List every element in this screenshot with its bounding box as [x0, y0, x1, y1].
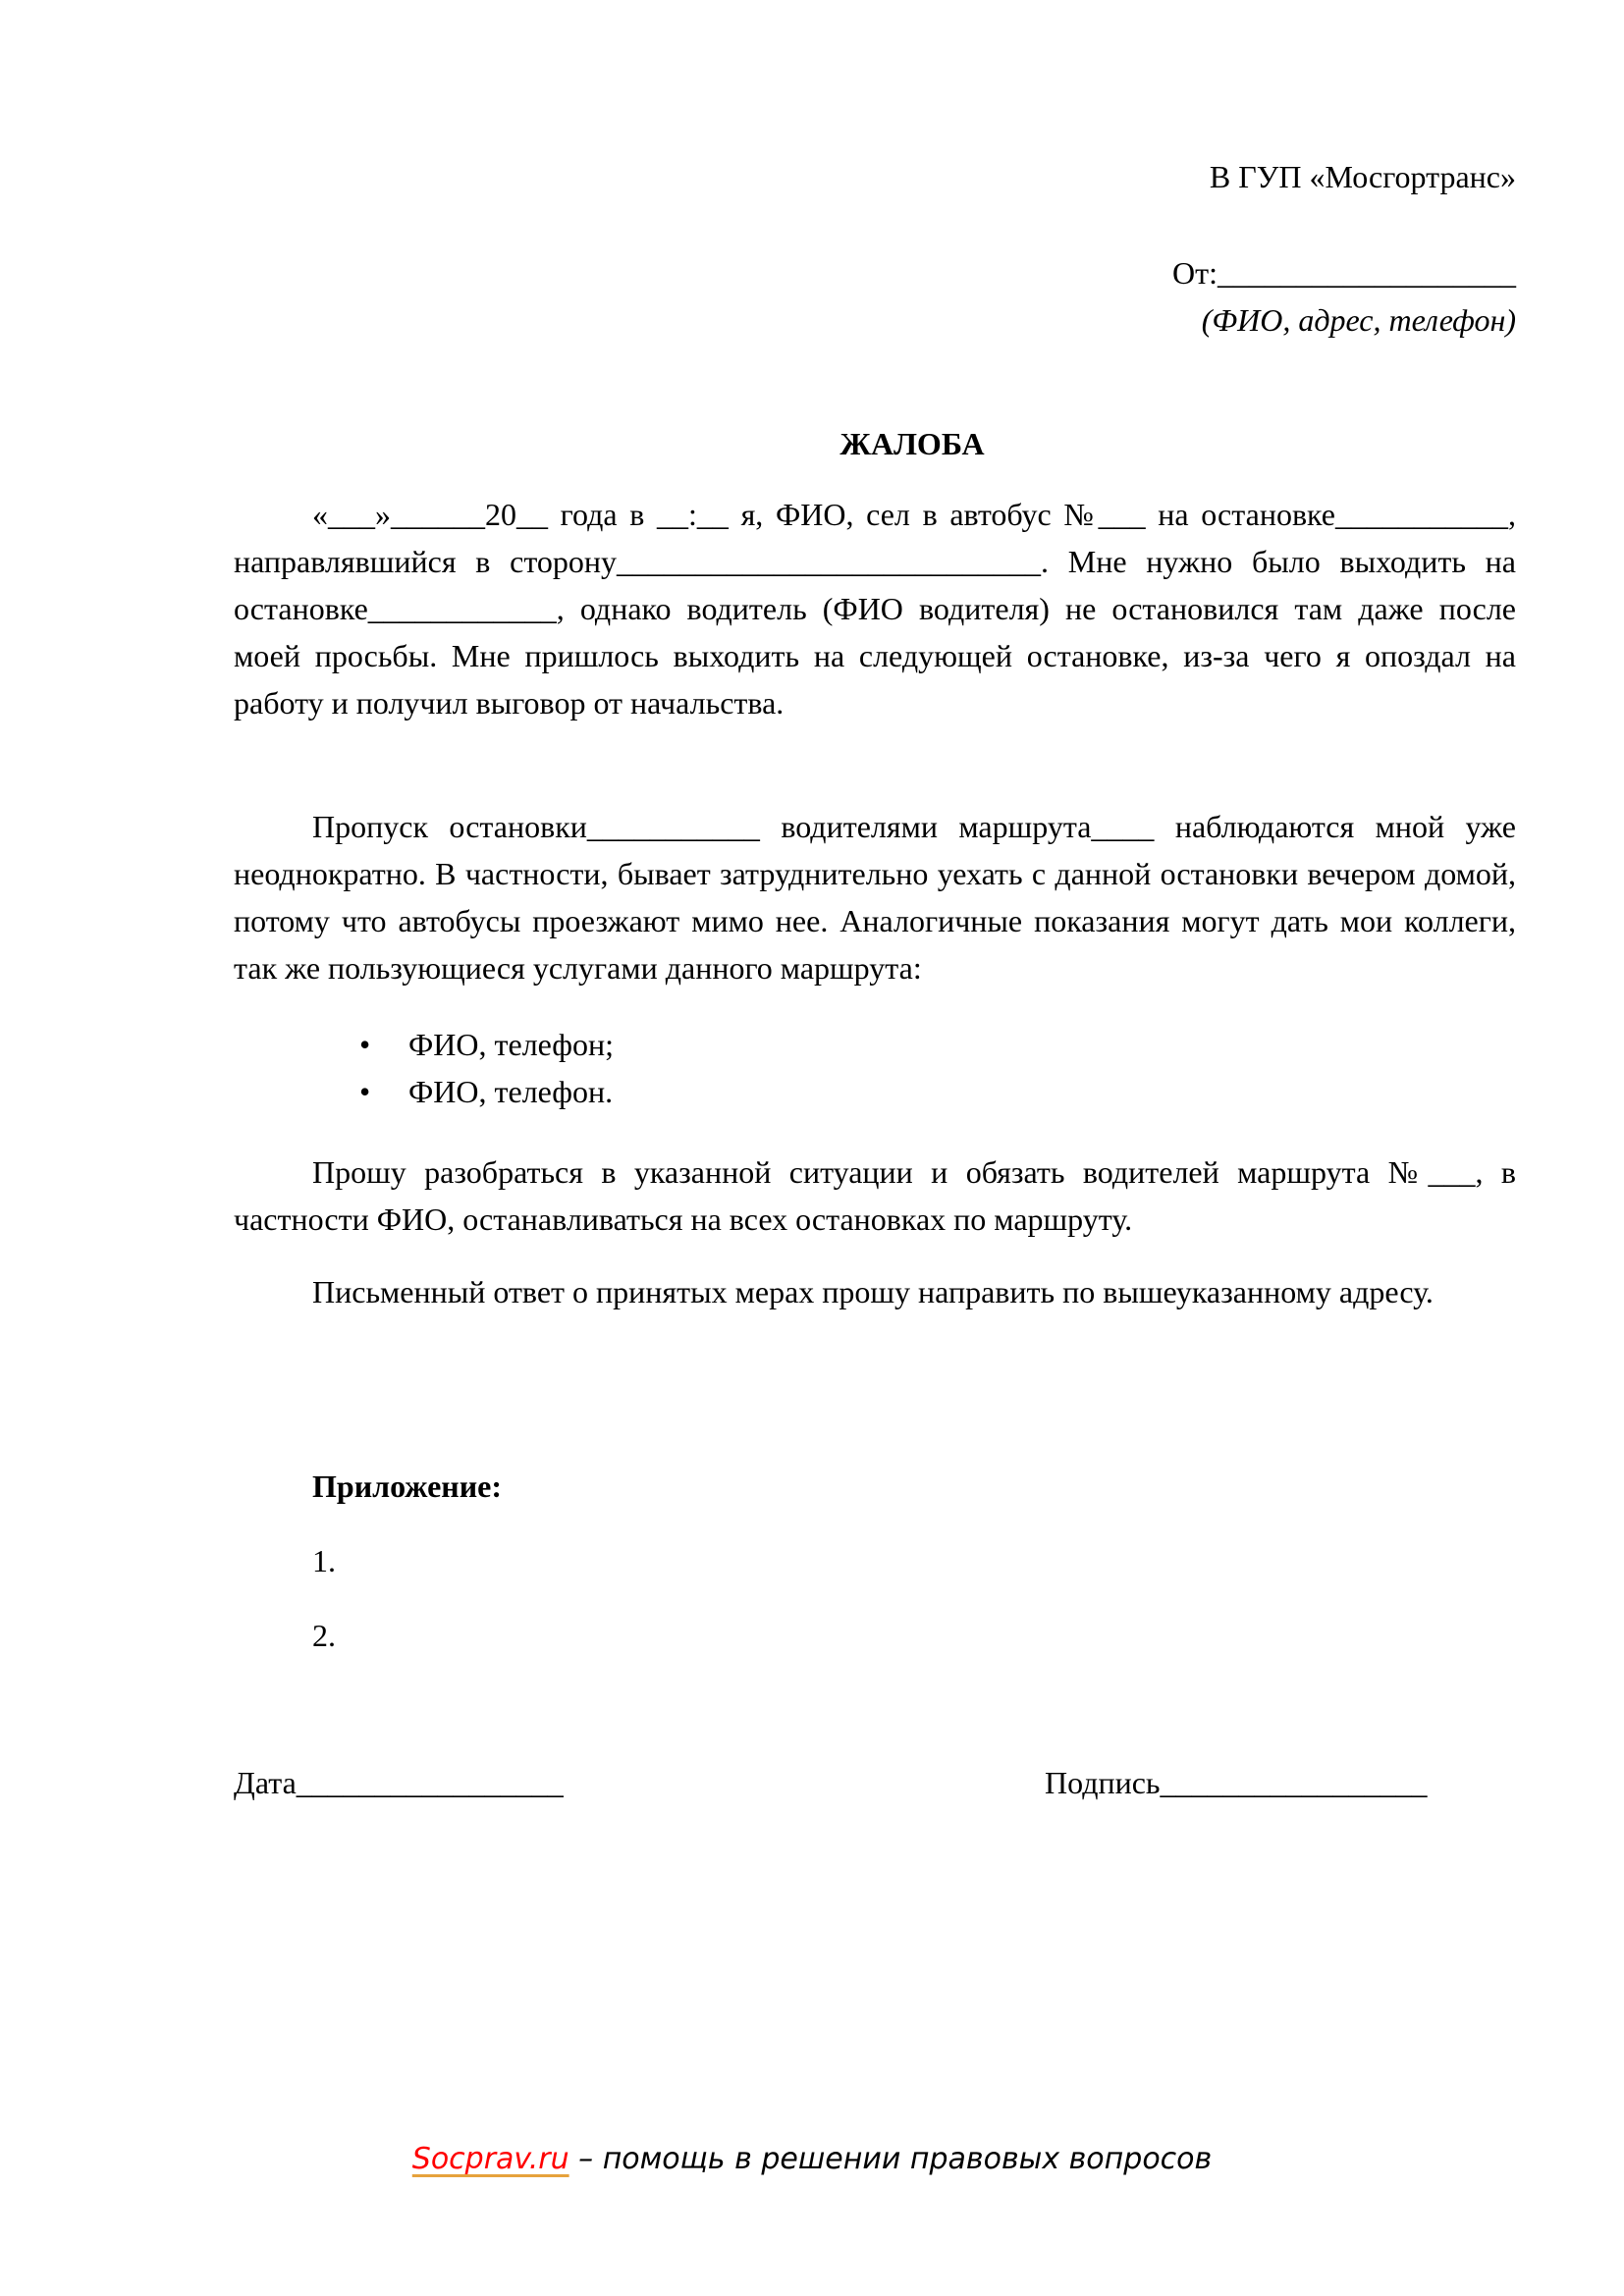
footer-banner: [0, 2140, 1624, 2179]
paragraph-response-request: Письменный ответ о принятых мерах прошу направить по вышеуказанному адресу.: [312, 1274, 1434, 1309]
footer-tagline: – помощь в решении правовых вопросов: [568, 2142, 1213, 2176]
from-hint: (ФИО, адрес, телефон): [1201, 302, 1516, 338]
witness-text: ФИО, телефон.: [408, 1074, 614, 1109]
from-field: От:___________________: [1172, 255, 1516, 291]
signature-field: Подпись_________________: [1045, 1765, 1428, 1800]
paragraph-incident: «___»______20__ года в __:__ я, ФИО, сел в автобус №___ на остановке___________, направлявшийся в сторону___________________________. Мне нужно было выходить на остановке____________, однако водитель (ФИО водителя) не остановился там даже после моей просьбы. Мне пришлось выходить на следующей остановке, из-за чего я опоздал на работу и получил выговор от начальства.: [234, 497, 1516, 721]
witness-text: ФИО, телефон;: [408, 1027, 614, 1062]
bullet-icon: •: [359, 1027, 371, 1062]
addressee: В ГУП «Мосгортранс»: [1209, 159, 1516, 194]
date-field: Дата_________________: [234, 1765, 564, 1800]
bullet-icon: •: [359, 1074, 371, 1109]
attachment-item-2: 2.: [312, 1618, 336, 1653]
document-title: ЖАЛОБА: [839, 426, 985, 461]
socprav-link[interactable]: Socprav.ru: [411, 2142, 569, 2176]
attachment-item-1: 1.: [312, 1543, 336, 1578]
paragraph-repeated-issue: Пропуск остановки___________ водителями маршрута____ наблюдаются мной уже неоднократно. В частности, бывает затруднительно уехать с данной остановки вечером домой, потому что автобусы проезжают мимо нее. Аналогичные показания могут дать мои коллеги, так же пользующиеся услугами данного маршрута:: [234, 809, 1516, 986]
attachments-heading: Приложение:: [312, 1468, 502, 1504]
paragraph-request: Прошу разобраться в указанной ситуации и обязать водителей маршрута №___, в частности ФИО, останавливаться на всех остановках по маршруту.: [234, 1154, 1516, 1237]
